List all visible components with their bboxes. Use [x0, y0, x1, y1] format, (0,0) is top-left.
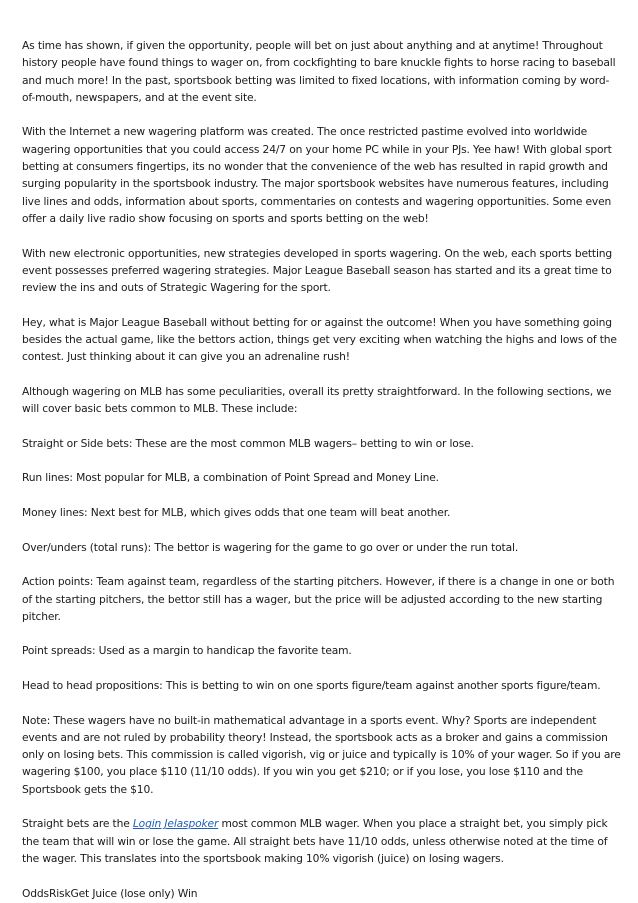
paragraph-intro: As time has shown, if given the opportunity, people will bet on just about anything and at anytime! Throughout history people have found things to wager on, from cockfighting to bare knuckle fights to horse racing to baseball and much more! In the past, sportsbook betting was limited to fixed locations, with information coming by word-of-mouth, newspapers, and at the event site.: [22, 39, 616, 104]
paragraph-money-lines: Money lines: Next best for MLB, which gives odds that one team will beat another.: [22, 506, 451, 520]
paragraph-note: Note: These wagers have no built-in mathematical advantage in a sports event. Why? Sports are independent events and are not ruled by probability theory! Instead, the sportsbook acts as a broker and gains a commission only on losing bets. This commission is called vigorish, vig or juice and typically is 10% of your wager. So if you are wagering $100, you place $110 (11/10 odds). If you win you get $210; or if you lose, you lose $110 and the Sportsbook gets the $10.: [22, 713, 621, 796]
paragraph-head-to-head: Head to head propositions: This is betting to win on one sports figure/team against another sports figure/team.: [22, 678, 601, 692]
paragraph-odds-header: OddsRiskGet Juice (lose only) Win: [22, 886, 198, 900]
paragraph-run-lines: Run lines: Most popular for MLB, a combination of Point Spread and Money Line.: [22, 471, 439, 485]
paragraph-bet-types-intro: Although wagering on MLB has some peculiarities, overall its pretty straightforward. In the following sections, we will cover basic bets common to MLB. These include:: [22, 384, 612, 416]
straight-bets-text-before: Straight bets are the: [22, 817, 133, 831]
straight-bets-text-after: most common MLB wager. When you place a straight bet, you simply pick the team that will win or lose the game. All straight bets have 11/10 odds, unless otherwise noted at the time of the wager. This translates into the sportsbook making 10% vigorish (juice) on losing wagers.: [22, 817, 608, 865]
login-jelaspoker-link[interactable]: Login Jelaspoker: [132, 817, 219, 831]
paragraph-mlb-betting: Hey, what is Major League Baseball without betting for or against the outcome! When you have something going besides the actual game, like the bettors action, things get very exciting when watching the highs and lows of the contest. Just thinking about it can give you an adrenaline rush!: [22, 315, 617, 364]
paragraph-straight-bets: [22, 815, 622, 867]
paragraph-point-spreads: Point spreads: Used as a margin to handicap the favorite team.: [22, 644, 352, 658]
paragraph-straight-side-bets: Straight or Side bets: These are the most common MLB wagers– betting to win or lose.: [22, 436, 474, 450]
paragraph-over-unders: Over/unders (total runs): The bettor is wagering for the game to go over or under the run total.: [22, 540, 519, 554]
paragraph-action-points: Action points: Team against team, regardless of the starting pitchers. However, if there is a change in one or both of the starting pitchers, the bettor still has a wager, but the price will be adjusted according to the new starting pitcher.: [22, 575, 615, 623]
paragraph-internet: With the Internet a new wagering platform was created. The once restricted pastime evolved into worldwide wagering opportunities that you could access 24/7 on your home PC while in your PJs. Yee haw! With global sport betting at consumers fingertips, its no wonder that the convenience of the web has resulted in rapid growth and surging popularity in the sportsbook industry. The major sportsbook websites have numerous features, including live lines and odds, information about sports, commentaries on contests and wagering opportunities. Some even offer a daily live radio show focusing on sports and sports betting on the web!: [22, 125, 612, 225]
paragraph-strategies: With new electronic opportunities, new strategies developed in sports wagering. On the web, each sports betting event possesses preferred wagering strategies. Major League Baseball season has started and its a great time to review the ins and outs of Strategic Wagering for the sport.: [22, 246, 613, 295]
